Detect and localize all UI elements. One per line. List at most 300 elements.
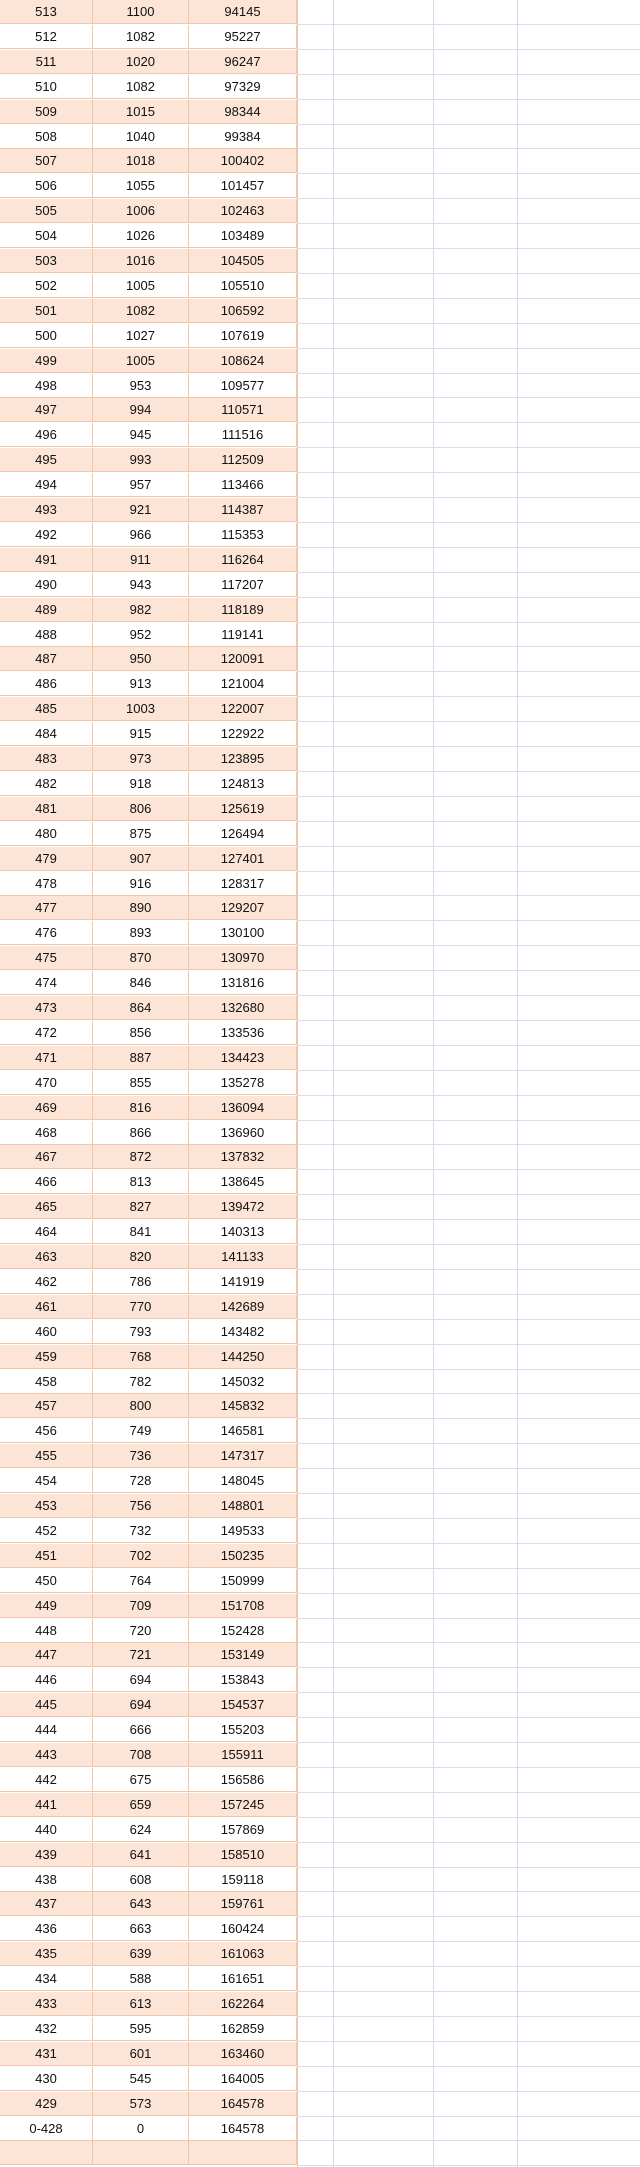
table-cell[interactable]: 164578 [189, 2117, 297, 2141]
table-cell[interactable]: 864 [93, 996, 189, 1020]
grid-line [297, 248, 640, 249]
table-cell[interactable]: 511 [0, 50, 93, 74]
table-cell[interactable]: 870 [93, 946, 189, 970]
table-cell[interactable]: 451 [0, 1544, 93, 1568]
table-cell[interactable] [189, 2141, 297, 2165]
table-cell[interactable]: 1006 [93, 199, 189, 223]
table-cell[interactable]: 1005 [93, 274, 189, 298]
table-row [0, 1743, 297, 1767]
table-cell[interactable]: 473 [0, 996, 93, 1020]
grid-line [297, 696, 640, 697]
table-cell[interactable]: 505 [0, 199, 93, 223]
grid-line [297, 1169, 640, 1170]
table-cell[interactable]: 145832 [189, 1394, 297, 1418]
table-cell[interactable]: 493 [0, 498, 93, 522]
table-cell[interactable]: 113466 [189, 473, 297, 497]
table-cell[interactable]: 155911 [189, 1743, 297, 1767]
table-cell[interactable]: 816 [93, 1096, 189, 1120]
table-cell[interactable]: 498 [0, 374, 93, 398]
table-cell[interactable]: 445 [0, 1693, 93, 1717]
table-cell[interactable]: 150235 [189, 1544, 297, 1568]
grid-line [297, 1393, 640, 1394]
table-row [0, 971, 297, 995]
table-cell[interactable]: 106592 [189, 299, 297, 323]
table-row [0, 374, 297, 398]
table-cell[interactable]: 492 [0, 523, 93, 547]
table-cell[interactable]: 160424 [189, 1917, 297, 1941]
table-cell[interactable]: 982 [93, 598, 189, 622]
table-cell[interactable]: 438 [0, 1868, 93, 1892]
table-cell[interactable]: 140313 [189, 1220, 297, 1244]
table-cell[interactable]: 496 [0, 423, 93, 447]
table-cell[interactable]: 856 [93, 1021, 189, 1045]
table-cell[interactable]: 497 [0, 398, 93, 422]
grid-line [297, 646, 640, 647]
table-cell[interactable]: 911 [93, 548, 189, 572]
table-cell[interactable]: 482 [0, 772, 93, 796]
table-row [0, 174, 297, 198]
table-cell[interactable]: 887 [93, 1046, 189, 1070]
table-cell[interactable]: 507 [0, 149, 93, 173]
table-cell[interactable]: 494 [0, 473, 93, 497]
table-cell[interactable]: 820 [93, 1245, 189, 1269]
table-row [0, 946, 297, 970]
table-cell[interactable]: 462 [0, 1270, 93, 1294]
table-cell[interactable]: 122007 [189, 697, 297, 721]
table-cell[interactable]: 1027 [93, 324, 189, 348]
table-cell[interactable]: 437 [0, 1892, 93, 1916]
table-cell[interactable]: 430 [0, 2067, 93, 2091]
table-cell[interactable]: 480 [0, 822, 93, 846]
table-cell[interactable]: 112509 [189, 448, 297, 472]
table-cell[interactable]: 806 [93, 797, 189, 821]
table-cell[interactable]: 855 [93, 1071, 189, 1095]
table-cell[interactable]: 486 [0, 672, 93, 696]
table-cell[interactable]: 459 [0, 1345, 93, 1369]
table-cell[interactable]: 474 [0, 971, 93, 995]
table-cell[interactable]: 476 [0, 921, 93, 945]
table-cell[interactable]: 439 [0, 1843, 93, 1867]
table-cell[interactable]: 157245 [189, 1793, 297, 1817]
table-cell[interactable]: 158510 [189, 1843, 297, 1867]
table-cell[interactable]: 913 [93, 672, 189, 696]
table-cell[interactable]: 441 [0, 1793, 93, 1817]
table-cell[interactable]: 481 [0, 797, 93, 821]
table-cell[interactable]: 1082 [93, 25, 189, 49]
table-cell[interactable]: 1020 [93, 50, 189, 74]
table-cell[interactable]: 130100 [189, 921, 297, 945]
table-cell[interactable]: 916 [93, 872, 189, 896]
table-cell[interactable]: 105510 [189, 274, 297, 298]
table-cell[interactable]: 132680 [189, 996, 297, 1020]
table-cell[interactable]: 129207 [189, 896, 297, 920]
table-cell[interactable]: 102463 [189, 199, 297, 223]
table-cell[interactable]: 139472 [189, 1195, 297, 1219]
table-cell[interactable]: 434 [0, 1967, 93, 1991]
table-cell[interactable]: 953 [93, 374, 189, 398]
table-cell[interactable]: 157869 [189, 1818, 297, 1842]
table-cell[interactable]: 694 [93, 1693, 189, 1717]
table-cell[interactable]: 118189 [189, 598, 297, 622]
grid-line [297, 1120, 640, 1121]
table-cell[interactable]: 484 [0, 722, 93, 746]
table-cell[interactable]: 872 [93, 1145, 189, 1169]
table-cell[interactable]: 508 [0, 125, 93, 149]
table-cell[interactable]: 467 [0, 1145, 93, 1169]
table-cell[interactable]: 943 [93, 573, 189, 597]
table-cell[interactable]: 128317 [189, 872, 297, 896]
table-cell[interactable]: 465 [0, 1195, 93, 1219]
table-cell[interactable]: 503 [0, 249, 93, 273]
table-cell[interactable]: 512 [0, 25, 93, 49]
table-cell[interactable]: 152428 [189, 1619, 297, 1643]
table-cell[interactable]: 506 [0, 174, 93, 198]
grid-line [297, 1518, 640, 1519]
table-row [0, 1967, 297, 1991]
table-cell[interactable]: 749 [93, 1419, 189, 1443]
table-cell[interactable]: 138645 [189, 1170, 297, 1194]
table-cell[interactable]: 624 [93, 1818, 189, 1842]
table-cell[interactable]: 950 [93, 647, 189, 671]
table-cell[interactable]: 461 [0, 1295, 93, 1319]
table-row [0, 573, 297, 597]
table-cell[interactable]: 458 [0, 1370, 93, 1394]
grid-line [297, 821, 640, 822]
table-cell[interactable]: 146581 [189, 1419, 297, 1443]
table-cell[interactable]: 444 [0, 1718, 93, 1742]
table-row [0, 1892, 297, 1916]
table-cell[interactable]: 489 [0, 598, 93, 622]
table-cell[interactable] [0, 2141, 93, 2165]
grid-line [297, 99, 640, 100]
table-cell[interactable]: 141919 [189, 1270, 297, 1294]
table-cell[interactable]: 732 [93, 1519, 189, 1543]
table-cell[interactable]: 1040 [93, 125, 189, 149]
grid-line [297, 2091, 640, 2092]
table-row [0, 1843, 297, 1867]
table-cell[interactable]: 455 [0, 1444, 93, 1468]
table-cell[interactable]: 1003 [93, 697, 189, 721]
table-cell[interactable]: 123895 [189, 747, 297, 771]
table-row [0, 1718, 297, 1742]
table-cell[interactable]: 0-428 [0, 2117, 93, 2141]
table-cell[interactable]: 545 [93, 2067, 189, 2091]
table-cell[interactable]: 720 [93, 1619, 189, 1643]
grid-line [297, 1568, 640, 1569]
table-cell[interactable]: 463 [0, 1245, 93, 1269]
table-cell[interactable]: 154537 [189, 1693, 297, 1717]
table-cell[interactable]: 162859 [189, 2017, 297, 2041]
table-cell[interactable]: 96247 [189, 50, 297, 74]
table-cell[interactable]: 117207 [189, 573, 297, 597]
table-cell[interactable]: 490 [0, 573, 93, 597]
grid-line [297, 497, 640, 498]
table-cell[interactable]: 148801 [189, 1494, 297, 1518]
grid-line [297, 1667, 640, 1668]
table-cell[interactable]: 1026 [93, 224, 189, 248]
table-cell[interactable]: 135278 [189, 1071, 297, 1095]
table-cell[interactable]: 488 [0, 623, 93, 647]
table-cell[interactable]: 151708 [189, 1594, 297, 1618]
table-cell[interactable]: 588 [93, 1967, 189, 1991]
table-cell[interactable] [93, 2141, 189, 2165]
table-cell[interactable]: 460 [0, 1320, 93, 1344]
table-cell[interactable]: 161063 [189, 1942, 297, 1966]
table-cell[interactable]: 471 [0, 1046, 93, 1070]
table-cell[interactable]: 101457 [189, 174, 297, 198]
table-cell[interactable]: 736 [93, 1444, 189, 1468]
table-cell[interactable]: 659 [93, 1793, 189, 1817]
table-cell[interactable]: 99384 [189, 125, 297, 149]
grid-line [297, 1194, 640, 1195]
table-cell[interactable]: 921 [93, 498, 189, 522]
table-cell[interactable]: 827 [93, 1195, 189, 1219]
table-cell[interactable]: 641 [93, 1843, 189, 1867]
table-cell[interactable]: 131816 [189, 971, 297, 995]
table-cell[interactable]: 500 [0, 324, 93, 348]
grid-line [297, 1817, 640, 1818]
table-cell[interactable]: 143482 [189, 1320, 297, 1344]
table-cell[interactable]: 472 [0, 1021, 93, 1045]
table-cell[interactable]: 770 [93, 1295, 189, 1319]
table-cell[interactable]: 147317 [189, 1444, 297, 1468]
grid-line [297, 74, 640, 75]
table-cell[interactable]: 573 [93, 2092, 189, 2116]
table-cell[interactable]: 994 [93, 398, 189, 422]
table-cell[interactable]: 443 [0, 1743, 93, 1767]
table-cell[interactable]: 469 [0, 1096, 93, 1120]
table-cell[interactable]: 957 [93, 473, 189, 497]
table-cell[interactable]: 841 [93, 1220, 189, 1244]
grid-line [297, 148, 640, 149]
table-cell[interactable]: 470 [0, 1071, 93, 1095]
table-cell[interactable]: 108624 [189, 349, 297, 373]
table-cell[interactable]: 111516 [189, 423, 297, 447]
table-cell[interactable]: 479 [0, 847, 93, 871]
table-row [0, 299, 297, 323]
table-cell[interactable]: 136960 [189, 1121, 297, 1145]
grid-line [297, 1144, 640, 1145]
table-cell[interactable]: 485 [0, 697, 93, 721]
table-cell[interactable]: 708 [93, 1743, 189, 1767]
table-cell[interactable]: 502 [0, 274, 93, 298]
table-cell[interactable]: 440 [0, 1818, 93, 1842]
table-cell[interactable]: 164578 [189, 2092, 297, 2116]
table-cell[interactable]: 702 [93, 1544, 189, 1568]
table-cell[interactable]: 504 [0, 224, 93, 248]
table-cell[interactable]: 675 [93, 1768, 189, 1792]
table-cell[interactable]: 446 [0, 1668, 93, 1692]
table-cell[interactable]: 124813 [189, 772, 297, 796]
table-cell[interactable]: 150999 [189, 1569, 297, 1593]
table-row [0, 1444, 297, 1468]
table-cell[interactable]: 137832 [189, 1145, 297, 1169]
table-cell[interactable]: 130970 [189, 946, 297, 970]
table-cell[interactable]: 142689 [189, 1295, 297, 1319]
table-cell[interactable]: 893 [93, 921, 189, 945]
table-cell[interactable]: 966 [93, 523, 189, 547]
grid-line [297, 1468, 640, 1469]
table-cell[interactable]: 448 [0, 1619, 93, 1643]
table-cell[interactable]: 595 [93, 2017, 189, 2041]
grid-line [297, 49, 640, 50]
table-cell[interactable]: 454 [0, 1469, 93, 1493]
table-cell[interactable]: 768 [93, 1345, 189, 1369]
table-cell[interactable]: 136094 [189, 1096, 297, 1120]
table-cell[interactable]: 993 [93, 448, 189, 472]
table-cell[interactable]: 164005 [189, 2067, 297, 2091]
table-cell[interactable]: 510 [0, 75, 93, 99]
table-cell[interactable]: 433 [0, 1992, 93, 2016]
table-cell[interactable]: 98344 [189, 100, 297, 124]
table-cell[interactable]: 453 [0, 1494, 93, 1518]
table-cell[interactable]: 432 [0, 2017, 93, 2041]
table-cell[interactable]: 456 [0, 1419, 93, 1443]
table-cell[interactable]: 973 [93, 747, 189, 771]
table-cell[interactable]: 866 [93, 1121, 189, 1145]
table-cell[interactable]: 756 [93, 1494, 189, 1518]
table-cell[interactable]: 104505 [189, 249, 297, 273]
table-cell[interactable]: 952 [93, 623, 189, 647]
table-cell[interactable]: 429 [0, 2092, 93, 2116]
table-cell[interactable]: 477 [0, 896, 93, 920]
table-cell[interactable]: 122922 [189, 722, 297, 746]
table-cell[interactable]: 161651 [189, 1967, 297, 1991]
table-cell[interactable]: 94145 [189, 0, 297, 24]
table-cell[interactable]: 133536 [189, 1021, 297, 1045]
table-cell[interactable]: 786 [93, 1270, 189, 1294]
table-cell[interactable]: 491 [0, 548, 93, 572]
table-cell[interactable]: 1082 [93, 75, 189, 99]
table-row [0, 50, 297, 74]
table-cell[interactable]: 107619 [189, 324, 297, 348]
table-cell[interactable]: 125619 [189, 797, 297, 821]
table-cell[interactable]: 639 [93, 1942, 189, 1966]
table-cell[interactable]: 126494 [189, 822, 297, 846]
table-cell[interactable]: 114387 [189, 498, 297, 522]
table-cell[interactable]: 468 [0, 1121, 93, 1145]
table-cell[interactable]: 709 [93, 1594, 189, 1618]
table-cell[interactable]: 457 [0, 1394, 93, 1418]
table-cell[interactable]: 663 [93, 1917, 189, 1941]
table-cell[interactable]: 450 [0, 1569, 93, 1593]
table-cell[interactable]: 442 [0, 1768, 93, 1792]
table-cell[interactable]: 120091 [189, 647, 297, 671]
table-cell[interactable]: 449 [0, 1594, 93, 1618]
table-cell[interactable]: 846 [93, 971, 189, 995]
table-cell[interactable]: 643 [93, 1892, 189, 1916]
table-cell[interactable]: 127401 [189, 847, 297, 871]
grid-line [297, 1867, 640, 1868]
table-cell[interactable]: 110571 [189, 398, 297, 422]
table-cell[interactable]: 466 [0, 1170, 93, 1194]
table-cell[interactable]: 613 [93, 1992, 189, 2016]
table-cell[interactable]: 475 [0, 946, 93, 970]
table-cell[interactable]: 103489 [189, 224, 297, 248]
table-cell[interactable]: 447 [0, 1643, 93, 1667]
table-cell[interactable]: 721 [93, 1643, 189, 1667]
table-cell[interactable]: 728 [93, 1469, 189, 1493]
table-cell[interactable]: 478 [0, 872, 93, 896]
table-cell[interactable]: 666 [93, 1718, 189, 1742]
table-cell[interactable]: 153843 [189, 1668, 297, 1692]
table-cell[interactable]: 116264 [189, 548, 297, 572]
table-cell[interactable]: 148045 [189, 1469, 297, 1493]
table-cell[interactable]: 945 [93, 423, 189, 447]
table-cell[interactable]: 436 [0, 1917, 93, 1941]
table-cell[interactable]: 1055 [93, 174, 189, 198]
table-cell[interactable]: 464 [0, 1220, 93, 1244]
table-cell[interactable]: 95227 [189, 25, 297, 49]
table-cell[interactable]: 149533 [189, 1519, 297, 1543]
table-cell[interactable]: 115353 [189, 523, 297, 547]
table-cell[interactable]: 162264 [189, 1992, 297, 2016]
table-cell[interactable]: 483 [0, 747, 93, 771]
table-cell[interactable]: 155203 [189, 1718, 297, 1742]
table-cell[interactable]: 156586 [189, 1768, 297, 1792]
table-cell[interactable]: 109577 [189, 374, 297, 398]
table-cell[interactable]: 800 [93, 1394, 189, 1418]
table-cell[interactable]: 97329 [189, 75, 297, 99]
table-cell[interactable]: 163460 [189, 2042, 297, 2066]
table-cell[interactable]: 452 [0, 1519, 93, 1543]
table-cell[interactable]: 890 [93, 896, 189, 920]
table-cell[interactable]: 1015 [93, 100, 189, 124]
table-cell[interactable]: 0 [93, 2117, 189, 2141]
table-cell[interactable]: 121004 [189, 672, 297, 696]
table-row [0, 1320, 297, 1344]
table-cell[interactable]: 764 [93, 1569, 189, 1593]
table-cell[interactable]: 431 [0, 2042, 93, 2066]
table-cell[interactable]: 875 [93, 822, 189, 846]
table-cell[interactable]: 159118 [189, 1868, 297, 1892]
table-cell[interactable]: 487 [0, 647, 93, 671]
table-cell[interactable]: 435 [0, 1942, 93, 1966]
table-cell[interactable]: 1005 [93, 349, 189, 373]
grid-line [297, 1692, 640, 1693]
table-cell[interactable]: 793 [93, 1320, 189, 1344]
table-cell[interactable]: 141133 [189, 1245, 297, 1269]
table-cell[interactable]: 1018 [93, 149, 189, 173]
table-cell[interactable]: 915 [93, 722, 189, 746]
grid-line [297, 447, 640, 448]
table-cell[interactable]: 1016 [93, 249, 189, 273]
table-cell[interactable]: 134423 [189, 1046, 297, 1070]
grid-line [297, 1369, 640, 1370]
table-cell[interactable]: 495 [0, 448, 93, 472]
table-cell[interactable]: 144250 [189, 1345, 297, 1369]
table-cell[interactable]: 100402 [189, 149, 297, 173]
table-cell[interactable]: 601 [93, 2042, 189, 2066]
table-cell[interactable]: 608 [93, 1868, 189, 1892]
table-row [0, 1594, 297, 1618]
table-cell[interactable]: 918 [93, 772, 189, 796]
table-cell[interactable]: 513 [0, 0, 93, 24]
table-cell[interactable]: 501 [0, 299, 93, 323]
table-cell[interactable]: 153149 [189, 1643, 297, 1667]
table-cell[interactable]: 509 [0, 100, 93, 124]
table-cell[interactable]: 813 [93, 1170, 189, 1194]
table-cell[interactable]: 694 [93, 1668, 189, 1692]
table-cell[interactable]: 159761 [189, 1892, 297, 1916]
table-cell[interactable]: 1082 [93, 299, 189, 323]
table-cell[interactable]: 145032 [189, 1370, 297, 1394]
table-cell[interactable]: 1100 [93, 0, 189, 24]
table-cell[interactable]: 119141 [189, 623, 297, 647]
table-cell[interactable]: 499 [0, 349, 93, 373]
table-cell[interactable]: 782 [93, 1370, 189, 1394]
table-cell[interactable]: 907 [93, 847, 189, 871]
